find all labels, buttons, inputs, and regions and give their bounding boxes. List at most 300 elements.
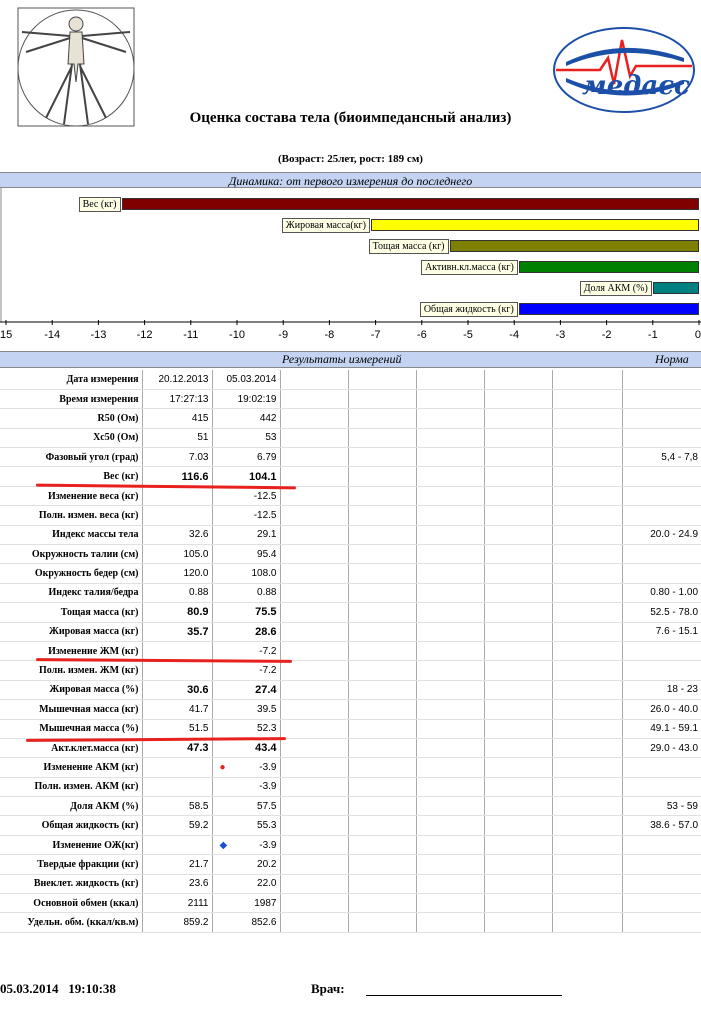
empty-cell: [552, 758, 622, 777]
empty-cell: [280, 894, 348, 913]
table-row: [0, 816, 701, 835]
empty-cell: [280, 603, 348, 622]
empty-cell: [552, 661, 622, 680]
value-text: 442: [259, 412, 277, 424]
value-second: [212, 564, 280, 583]
value-text: -3.9: [259, 781, 277, 793]
empty-cell: [348, 641, 416, 660]
empty-cell: [484, 545, 552, 564]
value-second: [212, 603, 280, 622]
results-header-title: Результаты измерений: [282, 352, 402, 366]
empty-cell: [348, 370, 416, 389]
empty-cell: [280, 506, 348, 525]
row-label: Мышечная масса (кг): [0, 700, 142, 719]
norm-value: 18 - 23: [622, 680, 701, 699]
norm-value: [622, 855, 701, 874]
norm-value: [622, 894, 701, 913]
empty-cell: [348, 564, 416, 583]
value-second: [212, 700, 280, 719]
empty-cell: [348, 525, 416, 544]
value-text: 29.1: [257, 529, 277, 541]
empty-cell: [416, 758, 484, 777]
value-second: [212, 583, 280, 602]
value-second: [212, 370, 280, 389]
value-second: [212, 680, 280, 699]
table-row: [0, 525, 701, 544]
empty-cell: [280, 874, 348, 893]
chart-bar-label: Доля АКМ (%): [580, 281, 652, 296]
empty-cell: [484, 758, 552, 777]
value-first: 116.6: [142, 467, 212, 486]
table-row: [0, 428, 701, 447]
empty-cell: [348, 661, 416, 680]
empty-cell: [552, 816, 622, 835]
value-text: -12.5: [253, 490, 277, 502]
empty-cell: [280, 370, 348, 389]
norm-value: [622, 409, 701, 428]
empty-cell: [552, 545, 622, 564]
value-first: 47.3: [142, 738, 212, 757]
value-text: -7.2: [259, 645, 277, 657]
empty-cell: [280, 641, 348, 660]
empty-cell: [552, 913, 622, 932]
row-label: Основной обмен (ккал): [0, 894, 142, 913]
value-first: 105.0: [142, 545, 212, 564]
empty-cell: [416, 622, 484, 641]
axis-tick-label: -2: [601, 329, 612, 341]
value-first: 35.7: [142, 622, 212, 641]
value-text: 108.0: [251, 568, 277, 580]
norm-value: 29.0 - 43.0: [622, 738, 701, 757]
table-row: [0, 583, 701, 602]
empty-cell: [280, 583, 348, 602]
empty-cell: [348, 680, 416, 699]
row-label: Окружность талии (см): [0, 545, 142, 564]
row-label: Жировая масса (%): [0, 680, 142, 699]
results-table: [0, 370, 701, 933]
norm-value: [622, 545, 701, 564]
value-text: 19:02:19: [237, 393, 277, 405]
empty-cell: [484, 622, 552, 641]
norm-value: [622, 661, 701, 680]
value-first: 23.6: [142, 874, 212, 893]
value-first: [142, 758, 212, 777]
value-text: 1987: [254, 897, 277, 909]
value-text: 53: [265, 432, 277, 444]
empty-cell: [416, 894, 484, 913]
row-label: Вес (кг): [0, 467, 142, 486]
medass-logo: [552, 18, 697, 118]
empty-cell: [552, 428, 622, 447]
empty-cell: [416, 603, 484, 622]
empty-cell: [416, 409, 484, 428]
chart-bar-label: Тощая масса (кг): [369, 239, 449, 254]
axis-tick-label: 0: [694, 329, 701, 341]
value-text: 6.79: [257, 451, 277, 463]
norm-value: 7.6 - 15.1: [622, 622, 701, 641]
empty-cell: [552, 525, 622, 544]
value-second: [212, 389, 280, 408]
value-text: -7.2: [259, 665, 277, 677]
doctor-label: Врач:: [311, 981, 345, 996]
value-first: 32.6: [142, 525, 212, 544]
empty-cell: [484, 370, 552, 389]
chart-bar-label: Жировая масса(кг): [282, 218, 370, 233]
dynamics-chart: [0, 188, 701, 322]
empty-cell: [280, 680, 348, 699]
chart-bar: [519, 303, 699, 315]
empty-cell: [484, 641, 552, 660]
row-label: Изменение АКМ (кг): [0, 758, 142, 777]
row-label: Фазовый угол (град): [0, 448, 142, 467]
row-label: Полн. измен. АКМ (кг): [0, 777, 142, 796]
axis-tick-label: -14: [44, 329, 61, 341]
value-second: [212, 874, 280, 893]
empty-cell: [484, 738, 552, 757]
row-label: Жировая масса (кг): [0, 622, 142, 641]
value-second: [212, 525, 280, 544]
empty-cell: [280, 738, 348, 757]
norm-value: 26.0 - 40.0: [622, 700, 701, 719]
empty-cell: [348, 913, 416, 932]
axis-tick-label: -6: [416, 329, 427, 341]
value-first: 30.6: [142, 680, 212, 699]
empty-cell: [348, 486, 416, 505]
empty-cell: [484, 428, 552, 447]
value-second: [212, 913, 280, 932]
chart-x-axis: [0, 320, 701, 342]
chart-bar: [122, 198, 700, 210]
norm-value: [622, 641, 701, 660]
empty-cell: [416, 661, 484, 680]
norm-value: [622, 506, 701, 525]
empty-cell: [348, 506, 416, 525]
empty-cell: [348, 738, 416, 757]
table-row: [0, 564, 701, 583]
row-label: Твердые фракции (кг): [0, 855, 142, 874]
dynamics-header: Динамика: от первого измерения до последнего: [0, 172, 701, 188]
row-label: Изменение ЖМ (кг): [0, 641, 142, 660]
value-text: 52.3: [257, 723, 277, 735]
table-row: [0, 777, 701, 796]
empty-cell: [348, 448, 416, 467]
table-row: [0, 545, 701, 564]
empty-cell: [348, 389, 416, 408]
norm-value: 53 - 59: [622, 797, 701, 816]
empty-cell: [280, 700, 348, 719]
norm-value: 52.5 - 78.0: [622, 603, 701, 622]
empty-cell: [280, 758, 348, 777]
empty-cell: [484, 409, 552, 428]
value-second: [212, 661, 280, 680]
value-text: 28.6: [255, 625, 277, 638]
value-second: [212, 486, 280, 505]
axis-tick-label: -1: [647, 329, 658, 341]
empty-cell: [484, 835, 552, 854]
value-text: 852.6: [251, 917, 277, 929]
value-first: 120.0: [142, 564, 212, 583]
value-second: [212, 738, 280, 757]
table-row: [0, 719, 701, 738]
norm-value: [622, 874, 701, 893]
value-second: [212, 467, 280, 486]
norm-value: [622, 564, 701, 583]
axis-tick-label: -7: [370, 329, 381, 341]
value-first: [142, 506, 212, 525]
norm-value: [622, 370, 701, 389]
norm-value: [622, 467, 701, 486]
empty-cell: [484, 564, 552, 583]
table-row: [0, 448, 701, 467]
value-second: [212, 758, 280, 777]
value-second: [212, 409, 280, 428]
empty-cell: [348, 777, 416, 796]
value-second: [212, 545, 280, 564]
table-row: [0, 622, 701, 641]
table-row: [0, 680, 701, 699]
row-label: Удельн. обм. (ккал/кв.м): [0, 913, 142, 932]
empty-cell: [552, 700, 622, 719]
empty-cell: [552, 777, 622, 796]
empty-cell: [348, 409, 416, 428]
empty-cell: [348, 797, 416, 816]
value-text: -12.5: [253, 509, 277, 521]
table-row: [0, 486, 701, 505]
empty-cell: [552, 835, 622, 854]
empty-cell: [552, 680, 622, 699]
axis-tick-label: -4: [509, 329, 520, 341]
empty-cell: [552, 583, 622, 602]
table-row: [0, 389, 701, 408]
norm-value: 38.6 - 57.0: [622, 816, 701, 835]
empty-cell: [416, 545, 484, 564]
value-first: 20.12.2013: [142, 370, 212, 389]
empty-cell: [416, 855, 484, 874]
report-subtitle: (Возраст: 25лет, рост: 189 см): [278, 153, 423, 165]
value-text: 39.5: [257, 703, 277, 715]
norm-value: [622, 913, 701, 932]
water-drop-blue-icon: ◆: [219, 839, 228, 851]
value-text: -3.9: [259, 839, 277, 851]
empty-cell: [552, 855, 622, 874]
empty-cell: [280, 855, 348, 874]
empty-cell: [280, 467, 348, 486]
empty-cell: [484, 486, 552, 505]
row-label: Дата измерения: [0, 370, 142, 389]
empty-cell: [348, 816, 416, 835]
empty-cell: [280, 564, 348, 583]
empty-cell: [552, 603, 622, 622]
value-first: 859.2: [142, 913, 212, 932]
empty-cell: [484, 913, 552, 932]
value-first: 80.9: [142, 603, 212, 622]
norm-value: [622, 486, 701, 505]
row-label: Xc50 (Ом): [0, 428, 142, 447]
axis-tick-label: -9: [278, 329, 289, 341]
table-row: [0, 855, 701, 874]
empty-cell: [348, 428, 416, 447]
empty-cell: [416, 874, 484, 893]
signature-line: [366, 995, 562, 996]
value-text: 05.03.2014: [226, 373, 277, 385]
empty-cell: [280, 777, 348, 796]
empty-cell: [416, 448, 484, 467]
empty-cell: [552, 797, 622, 816]
empty-cell: [484, 506, 552, 525]
empty-cell: [484, 583, 552, 602]
norm-value: 0.80 - 1.00: [622, 583, 701, 602]
empty-cell: [552, 894, 622, 913]
empty-cell: [484, 680, 552, 699]
results-header-norm: Норма: [655, 352, 689, 366]
table-row: [0, 758, 701, 777]
empty-cell: [416, 738, 484, 757]
value-text: 57.5: [257, 800, 277, 812]
empty-cell: [416, 680, 484, 699]
empty-cell: [484, 719, 552, 738]
axis-tick-label: -12: [136, 329, 153, 341]
axis-tick-label: 15: [0, 329, 13, 341]
empty-cell: [416, 486, 484, 505]
axis-tick-label: -5: [463, 329, 473, 341]
empty-cell: [416, 370, 484, 389]
chart-bar-label: Активн.кл.масса (кг): [421, 260, 518, 275]
norm-value: [622, 758, 701, 777]
value-text: 0.88: [257, 587, 277, 599]
empty-cell: [552, 564, 622, 583]
value-first: [142, 661, 212, 680]
empty-cell: [416, 777, 484, 796]
value-first: 59.2: [142, 816, 212, 835]
value-first: [142, 777, 212, 796]
empty-cell: [348, 874, 416, 893]
empty-cell: [416, 641, 484, 660]
value-text: 55.3: [257, 820, 277, 832]
empty-cell: [416, 583, 484, 602]
empty-cell: [280, 913, 348, 932]
row-label: R50 (Ом): [0, 409, 142, 428]
value-text: 104.1: [248, 470, 277, 483]
row-label: Окружность бедер (см): [0, 564, 142, 583]
alert-drop-red-icon: ●: [219, 762, 226, 773]
value-second: [212, 797, 280, 816]
empty-cell: [280, 525, 348, 544]
empty-cell: [280, 622, 348, 641]
empty-cell: [280, 797, 348, 816]
empty-cell: [484, 603, 552, 622]
empty-cell: [348, 855, 416, 874]
value-second: [212, 719, 280, 738]
empty-cell: [416, 797, 484, 816]
row-label: Изменение ОЖ(кг): [0, 835, 142, 854]
axis-tick-label: -11: [183, 329, 199, 341]
value-first: 51: [142, 428, 212, 447]
empty-cell: [280, 816, 348, 835]
empty-cell: [552, 506, 622, 525]
empty-cell: [552, 874, 622, 893]
chart-bar-label: Вес (кг): [79, 197, 121, 212]
value-first: 41.7: [142, 700, 212, 719]
empty-cell: [552, 448, 622, 467]
row-label: Внеклет. жидкость (кг): [0, 874, 142, 893]
value-first: 17:27:13: [142, 389, 212, 408]
empty-cell: [484, 855, 552, 874]
empty-cell: [484, 661, 552, 680]
table-row: [0, 874, 701, 893]
value-second: [212, 641, 280, 660]
row-label: Акт.клет.масса (кг): [0, 738, 142, 757]
axis-tick-label: -8: [324, 329, 335, 341]
empty-cell: [416, 913, 484, 932]
empty-cell: [552, 719, 622, 738]
norm-value: [622, 389, 701, 408]
value-text: 95.4: [257, 548, 277, 560]
empty-cell: [348, 467, 416, 486]
value-second: [212, 506, 280, 525]
empty-cell: [416, 719, 484, 738]
empty-cell: [552, 641, 622, 660]
empty-cell: [348, 719, 416, 738]
report-title: Оценка состава тела (биоимпедансный анализ): [189, 110, 512, 126]
norm-value: [622, 428, 701, 447]
value-second: [212, 855, 280, 874]
row-label: Доля АКМ (%): [0, 797, 142, 816]
value-first: 0.88: [142, 583, 212, 602]
value-first: 58.5: [142, 797, 212, 816]
value-second: [212, 448, 280, 467]
empty-cell: [416, 700, 484, 719]
footer-datetime: 05.03.2014 19:10:38: [0, 981, 116, 996]
chart-bar-label: Общая жидкость (кг): [420, 302, 518, 317]
row-label: Тощая масса (кг): [0, 603, 142, 622]
row-label: Общая жидкость (кг): [0, 816, 142, 835]
table-row: [0, 506, 701, 525]
empty-cell: [280, 545, 348, 564]
empty-cell: [416, 564, 484, 583]
norm-value: 20.0 - 24.9: [622, 525, 701, 544]
table-row: [0, 797, 701, 816]
empty-cell: [280, 448, 348, 467]
empty-cell: [416, 389, 484, 408]
norm-value: [622, 835, 701, 854]
empty-cell: [552, 370, 622, 389]
empty-cell: [552, 389, 622, 408]
value-first: [142, 486, 212, 505]
value-second: [212, 835, 280, 854]
empty-cell: [484, 894, 552, 913]
row-label: Изменение веса (кг): [0, 486, 142, 505]
value-first: 7.03: [142, 448, 212, 467]
empty-cell: [348, 894, 416, 913]
row-label: Полн. измен. ЖМ (кг): [0, 661, 142, 680]
empty-cell: [416, 835, 484, 854]
value-first: 415: [142, 409, 212, 428]
axis-tick-label: -10: [229, 329, 245, 341]
table-row: [0, 661, 701, 680]
empty-cell: [552, 622, 622, 641]
value-second: [212, 894, 280, 913]
chart-bar: [519, 261, 699, 273]
value-first: 2111: [142, 894, 212, 913]
value-second: [212, 777, 280, 796]
value-first: 21.7: [142, 855, 212, 874]
empty-cell: [484, 816, 552, 835]
axis-tick-label: -13: [90, 329, 107, 341]
empty-cell: [416, 467, 484, 486]
table-row: [0, 894, 701, 913]
empty-cell: [484, 448, 552, 467]
empty-cell: [416, 428, 484, 447]
